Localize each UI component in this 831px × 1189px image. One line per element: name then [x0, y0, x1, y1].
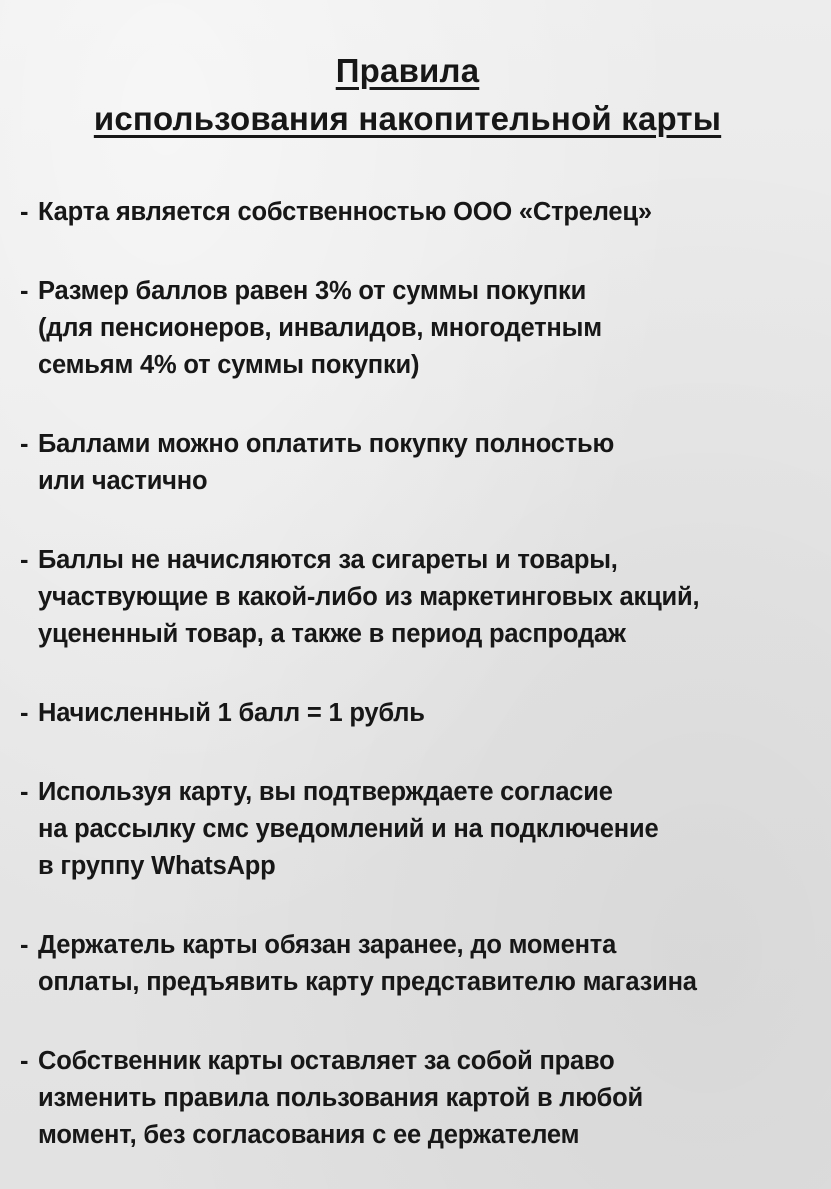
rule-bullet: - [20, 699, 29, 727]
rule-text: Размер баллов равен 3% от суммы покупки (для пенсионеров, инвалидов, многодетным семьям 4% от суммы покупки) [38, 277, 602, 379]
rule-bullet: - [20, 1047, 29, 1075]
rule-item [20, 1043, 795, 1154]
rule-item [20, 194, 795, 231]
rule-item [20, 273, 795, 384]
rule-text: Используя карту, вы подтверждаете согласие на рассылку смс уведомлений и на подключение в группу WhatsApp [38, 778, 659, 880]
rule-item [20, 774, 795, 885]
rule-bullet: - [20, 430, 29, 458]
rule-text: Начисленный 1 балл = 1 рубль [38, 699, 425, 727]
rule-bullet: - [20, 277, 29, 305]
rule-bullet: - [20, 198, 29, 226]
document-subtitle: использования накопительной карты [93, 100, 722, 137]
rule-item [20, 695, 795, 732]
rule-text: Держатель карты обязан заранее, до момента оплаты, предъявить карту представителю магазина [38, 931, 697, 996]
rule-item [20, 426, 795, 500]
rule-text: Баллами можно оплатить покупку полностью или частично [38, 430, 615, 495]
rule-text: Баллы не начисляются за сигареты и товары, участвующие в какой-либо из маркетинговых акций, уцененный товар, а также в период распродаж [38, 546, 700, 648]
rule-bullet: - [20, 931, 29, 959]
rule-item [20, 927, 795, 1001]
rule-bullet: - [20, 546, 29, 574]
document-title: Правила [335, 52, 480, 89]
rule-bullet: - [20, 778, 29, 806]
rule-text: Собственник карты оставляет за собой право изменить правила пользования картой в любой момент, без согласования с ее держателем [38, 1047, 643, 1149]
rules-list [20, 194, 795, 1154]
rule-item [20, 542, 795, 653]
rule-text: Карта является собственностью ООО «Стрелец» [38, 198, 652, 226]
